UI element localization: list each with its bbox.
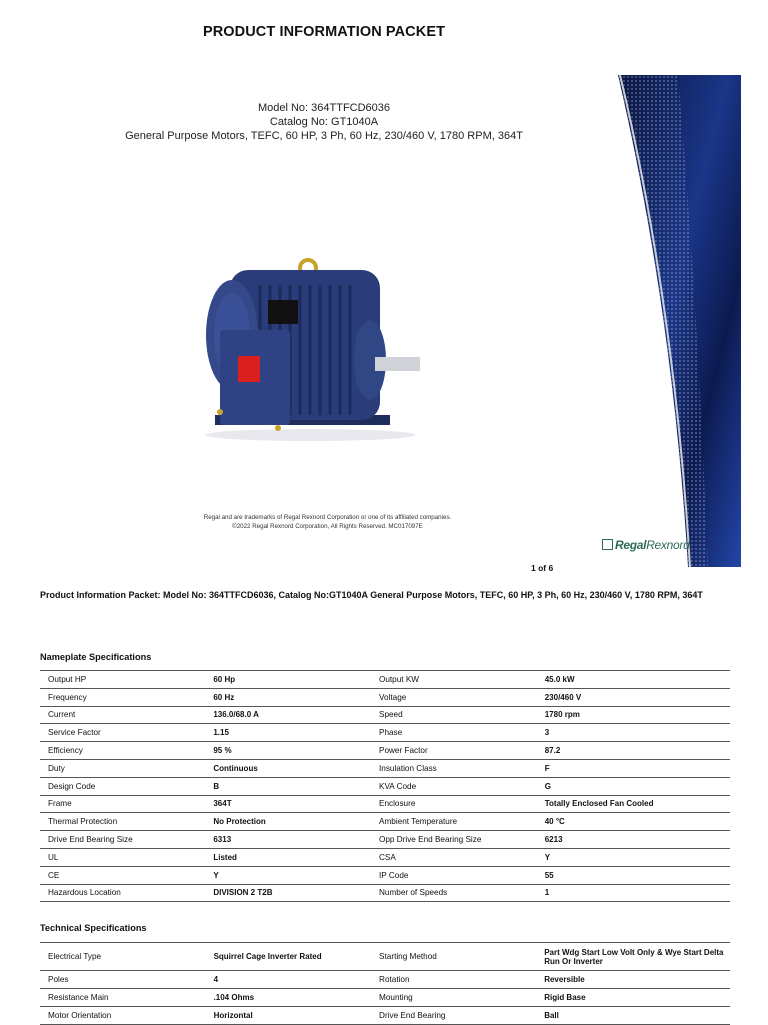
spec-label: Rotation	[371, 971, 536, 989]
spec-value: Part Wdg Start Low Volt Only & Wye Start Delta Run Or Inverter	[536, 943, 730, 971]
spec-value: Squirrel Cage Inverter Rated	[206, 943, 371, 971]
spec-row	[40, 759, 730, 777]
spec-label: Design Code	[40, 777, 205, 795]
spec-value: 3	[537, 724, 730, 742]
spec-value: 60 Hp	[205, 671, 371, 689]
spec-value: 136.0/68.0 A	[205, 706, 371, 724]
spec-label: Electrical Type	[40, 943, 206, 971]
catalog-number: Catalog No: GT1040A	[269, 116, 379, 128]
spec-label: Efficiency	[40, 742, 205, 760]
spec-row	[40, 795, 730, 813]
spec-value: Y	[205, 866, 371, 884]
spec-label: Speed	[371, 706, 537, 724]
logo-icon	[602, 539, 613, 550]
cover-banner-graphic	[618, 75, 741, 567]
spec-label: Ambient Temperature	[371, 813, 537, 831]
spec-label: CSA	[371, 848, 537, 866]
page-indicator: 1 of 6	[531, 563, 554, 573]
spec-value: 230/460 V	[537, 688, 730, 706]
packet-header: Product Information Packet: Model No: 364TTFCD6036, Catalog No:GT1040A General Purpose Motors, TEFC, 60 HP, 3 Ph, 60 Hz, 230/460 V, 1780 RPM, 364T	[40, 590, 703, 600]
spec-row	[40, 884, 730, 902]
spec-row	[40, 866, 730, 884]
spec-row	[40, 688, 730, 706]
logo-regal: Regal	[615, 538, 647, 552]
spec-value: Continuous	[205, 759, 371, 777]
spec-value: 1780 rpm	[537, 706, 730, 724]
spec-value: F	[537, 759, 730, 777]
spec-value: 87.2	[537, 742, 730, 760]
spec-label: Thermal Protection	[40, 813, 205, 831]
spec-value: No Protection	[205, 813, 371, 831]
spec-value: 4	[206, 971, 371, 989]
trademark-notice: Regal and are trademarks of Regal Rexnord Corporation or one of its affiliated companies.	[203, 514, 452, 521]
spec-value: Listed	[205, 848, 371, 866]
spec-label: CE	[40, 866, 205, 884]
spec-value: Horizontal	[206, 1007, 371, 1025]
logo-rexnord: Rexnord	[646, 538, 690, 552]
nameplate-spec-table	[40, 670, 730, 902]
spec-value: Ball	[536, 1007, 730, 1025]
spec-label: Starting Method	[371, 943, 536, 971]
spec-row	[40, 813, 730, 831]
spec-value: Totally Enclosed Fan Cooled	[537, 795, 730, 813]
spec-row	[40, 777, 730, 795]
spec-value: 6313	[205, 831, 371, 849]
spec-label: Hazardous Location	[40, 884, 205, 902]
spec-value: 364T	[205, 795, 371, 813]
spec-label: Phase	[371, 724, 537, 742]
spec-value: 1	[537, 884, 730, 902]
spec-row	[40, 848, 730, 866]
spec-value: 6213	[537, 831, 730, 849]
model-number: Model No: 364TTFCD6036	[257, 102, 391, 114]
spec-value: .104 Ohms	[206, 989, 371, 1007]
spec-value: Rigid Base	[536, 989, 730, 1007]
spec-label: Service Factor	[40, 724, 205, 742]
spec-value: 1.15	[205, 724, 371, 742]
spec-label: Opp Drive End Bearing Size	[371, 831, 537, 849]
spec-value: 95 %	[205, 742, 371, 760]
spec-label: Frequency	[40, 688, 205, 706]
spec-row	[40, 971, 730, 989]
spec-label: Poles	[40, 971, 206, 989]
spec-value: 60 Hz	[205, 688, 371, 706]
product-description: General Purpose Motors, TEFC, 60 HP, 3 Ph, 60 Hz, 230/460 V, 1780 RPM, 364T	[125, 130, 523, 142]
spec-label: Power Factor	[371, 742, 537, 760]
page-title: PRODUCT INFORMATION PACKET	[202, 24, 446, 40]
spec-label: Drive End Bearing	[371, 1007, 536, 1025]
spec-label: Output KW	[371, 671, 537, 689]
motor-image	[190, 230, 430, 470]
spec-row	[40, 706, 730, 724]
spec-value: Y	[537, 848, 730, 866]
spec-label: Insulation Class	[371, 759, 537, 777]
spec-row	[40, 943, 730, 971]
spec-row	[40, 831, 730, 849]
spec-value: 55	[537, 866, 730, 884]
spec-value: DIVISION 2 T2B	[205, 884, 371, 902]
copyright-notice: ©2022 Regal Rexnord Corporation, All Rights Reserved. MC017097E	[232, 523, 423, 530]
spec-label: Drive End Bearing Size	[40, 831, 205, 849]
spec-label: IP Code	[371, 866, 537, 884]
spec-label: Motor Orientation	[40, 1007, 206, 1025]
spec-row	[40, 989, 730, 1007]
spec-label: Mounting	[371, 989, 536, 1007]
spec-label: Number of Speeds	[371, 884, 537, 902]
spec-value: Reversible	[536, 971, 730, 989]
spec-row	[40, 742, 730, 760]
spec-row	[40, 1007, 730, 1025]
technical-spec-table	[40, 942, 730, 1025]
spec-row	[40, 724, 730, 742]
technical-section-title: Technical Specifications	[40, 923, 147, 933]
regal-rexnord-logo	[602, 538, 689, 552]
spec-label: Duty	[40, 759, 205, 777]
spec-value: G	[537, 777, 730, 795]
nameplate-section-title: Nameplate Specifications	[40, 652, 152, 662]
spec-label: Frame	[40, 795, 205, 813]
spec-value: 40 °C	[537, 813, 730, 831]
spec-label: Enclosure	[371, 795, 537, 813]
spec-label: Resistance Main	[40, 989, 206, 1007]
spec-label: Current	[40, 706, 205, 724]
spec-value: 45.0 kW	[537, 671, 730, 689]
spec-value: B	[205, 777, 371, 795]
spec-label: Voltage	[371, 688, 537, 706]
spec-label: UL	[40, 848, 205, 866]
spec-row	[40, 671, 730, 689]
spec-label: Output HP	[40, 671, 205, 689]
spec-label: KVA Code	[371, 777, 537, 795]
